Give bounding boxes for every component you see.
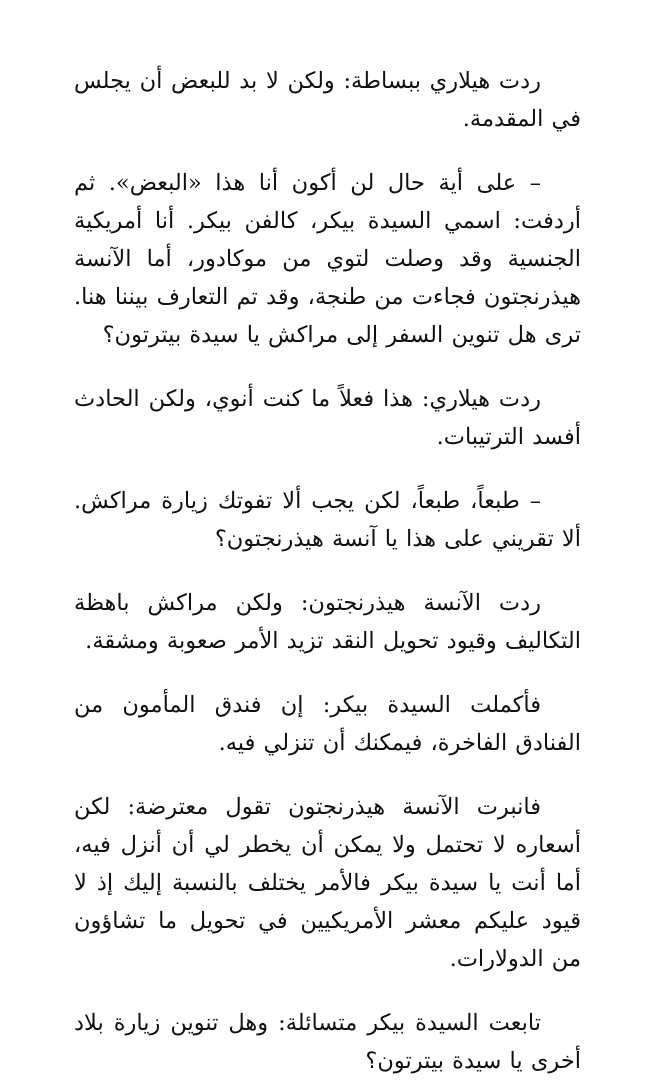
paragraph-2: – على أية حال لن أكون أنا هذا «البعض». ثم أردفت: اسمي السيدة بيكر، كالفن بيكر. أنا أمريكية الجنسية وقد وصلت لتوي من موكادور، أما الآنسة هيذرنجتون فجاءت من طنجة، وقد تم التعارف بيننا هنا. ترى هل تنوين السفر إلى مراكش يا سيدة بيترتون؟ xyxy=(74,170,581,348)
paragraph-3: ردت هيلاري: هذا فعلاً ما كنت أنوي، ولكن الحادث أفسد الترتيبات. xyxy=(74,386,581,450)
paragraph-1: ردت هيلاري ببساطة: ولكن لا بد للبعض أن يجلس في المقدمة. xyxy=(74,68,581,132)
paragraph-6: فأكملت السيدة بيكر: إن فندق المأمون من الفنادق الفاخرة، فيمكنك أن تنزلي فيه. xyxy=(74,692,581,756)
paragraph-4: – طبعاً، طبعاً، لكن يجب ألا تفوتك زيارة مراكش. ألا تقريني على هذا يا آنسة هيذرنجتون؟ xyxy=(74,488,581,552)
paragraph-5: ردت الآنسة هيذرنجتون: ولكن مراكش باهظة التكاليف وقيود تحويل النقد تزيد الأمر صعوبة ومشقة. xyxy=(74,590,581,654)
paragraph-8: تابعت السيدة بيكر متسائلة: وهل تنوين زيارة بلاد أخرى يا سيدة بيترتون؟ xyxy=(74,1010,581,1074)
paragraph-7: فانبرت الآنسة هيذرنجتون تقول معترضة: لكن أسعاره لا تحتمل ولا يمكن أن يخطر لي أن أنزل فيه، أما أنت يا سيدة بيكر فالأمر يختلف بالنسبة إليك إذ لا قيود عليكم معشر الأمريكيين في تحويل ما تشاؤون من الدولارات. xyxy=(74,794,581,972)
